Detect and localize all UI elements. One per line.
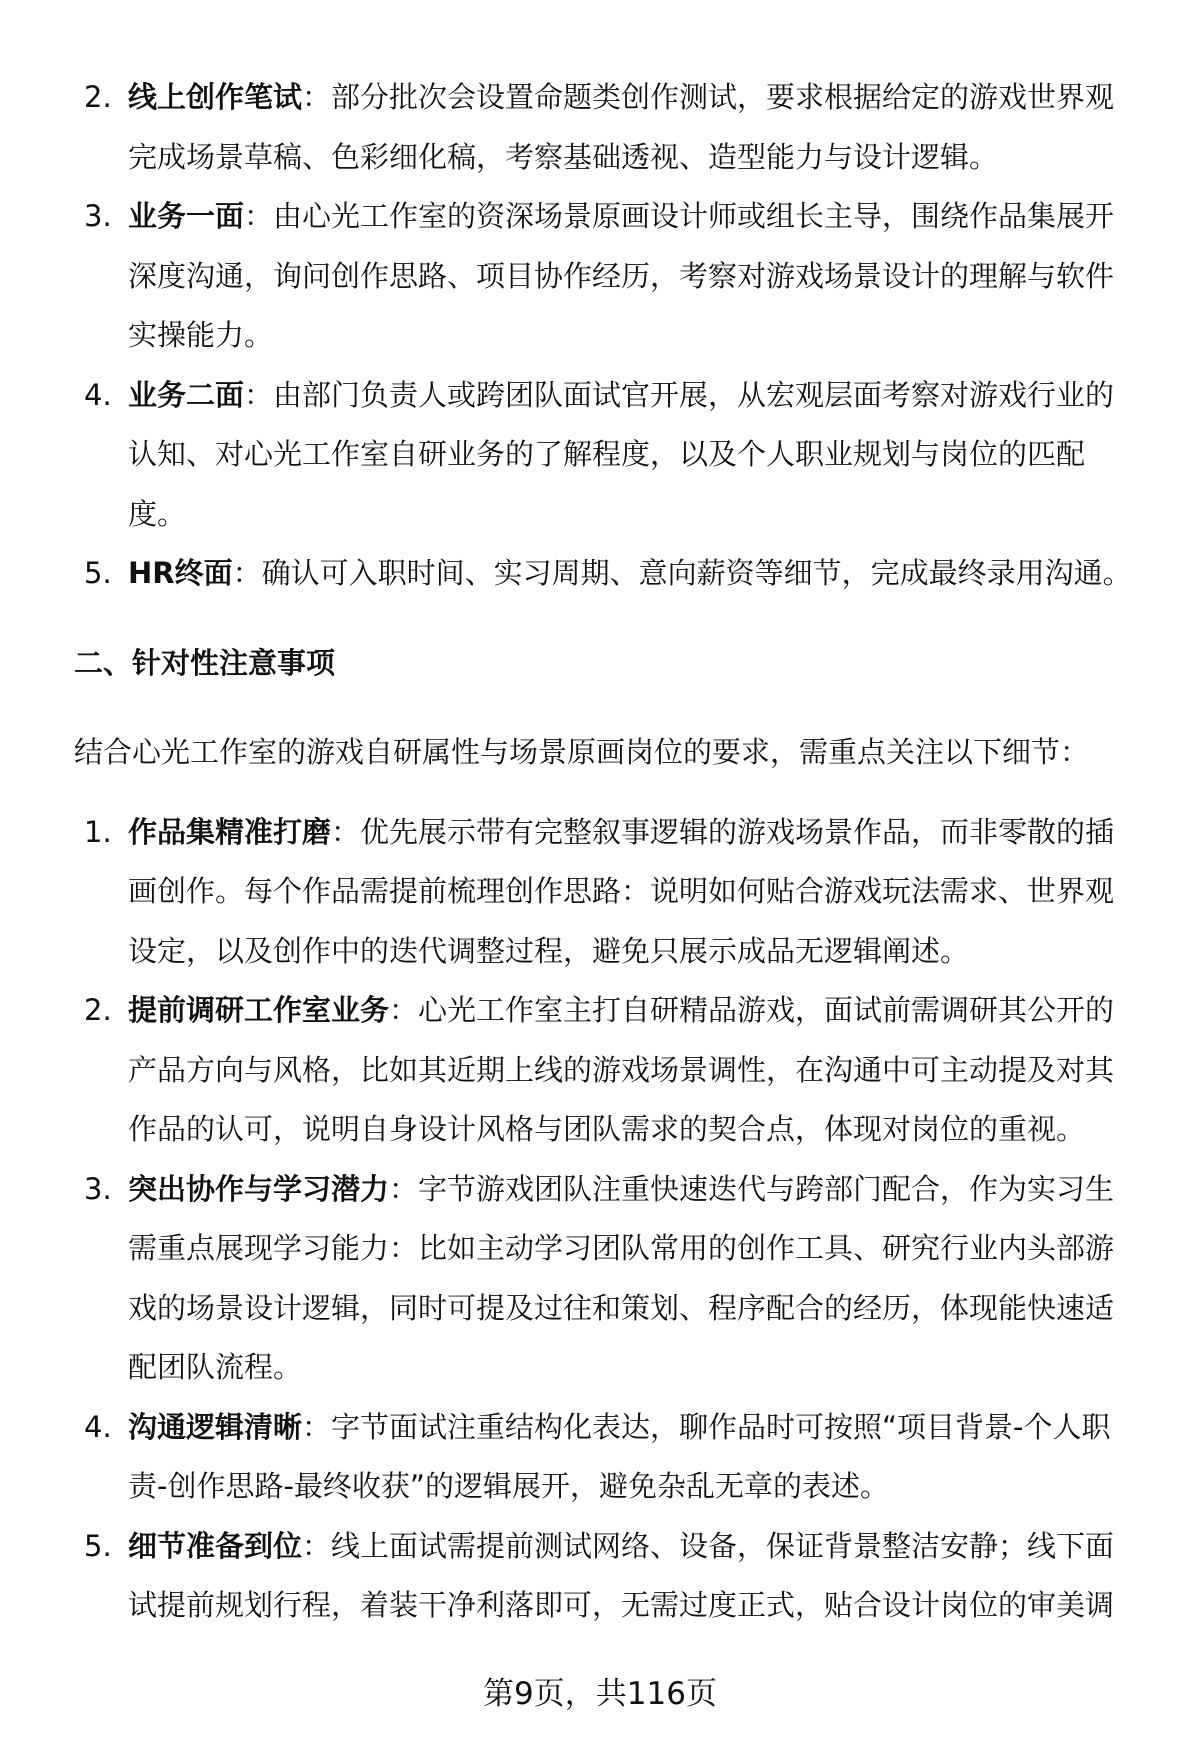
item-text: 需重点展现学习能力：比如主动学习团队常用的创作工具、研究行业内头部游 [128, 1231, 1115, 1265]
item-number: 4. [84, 377, 112, 412]
item-line: HR终面：确认可入职时间、实习周期、意向薪资等细节，完成最终录用沟通。 [128, 556, 1132, 590]
item-title: 沟通逻辑清晰 [128, 1409, 303, 1444]
page-number: 第9页，共116页 [483, 1676, 717, 1712]
item-line [0, 1041, 1200, 1101]
item-text: 作品的认可，说明自身设计风格与团队需求的契合点，体现对岗位的重视。 [128, 1112, 1086, 1146]
item-line [0, 485, 1200, 545]
item-line: 沟通逻辑清晰：字节面试注重结构化表达，聊作品时可按照“项目背景-个人职 [128, 1409, 1111, 1444]
list-item [0, 187, 1200, 366]
document-body [0, 68, 1200, 1636]
list-item [0, 1160, 1200, 1398]
item-title: 线上创作笔试 [128, 80, 303, 114]
list-item [0, 544, 1200, 604]
item-text: 设定，以及创作中的迭代调整过程，避免只展示成品无逻辑阐述。 [128, 933, 970, 968]
item-text: 度。 [128, 496, 187, 531]
item-text: 线上面试需提前测试网络、设备，保证背景整洁安静；线下面 [331, 1528, 1115, 1563]
list-item [0, 68, 1200, 187]
item-text: 责-创作思路-最终收获”的逻辑展开，避免杂乱无章的表述。 [128, 1469, 889, 1503]
item-line [0, 1457, 1200, 1517]
item-text: 完成场景草稿、色彩细化稿，考察基础透视、造型能力与设计逻辑。 [128, 139, 999, 174]
list-item [0, 366, 1200, 545]
item-text: 认知、对心光工作室自研业务的了解程度，以及个人职业规划与岗位的匹配 [128, 437, 1086, 471]
item-line [0, 1279, 1200, 1339]
intro-paragraph: 结合心光工作室的游戏自研属性与场景原画岗位的要求，需重点关注以下细节： [74, 735, 1090, 769]
item-line [0, 1576, 1200, 1636]
item-line: 细节准备到位：线上面试需提前测试网络、设备，保证背景整洁安静；线下面 [128, 1528, 1115, 1563]
item-text: 试提前规划行程，着装干净利落即可，无需过度正式，贴合设计岗位的审美调 [128, 1588, 1115, 1622]
item-text: 戏的场景设计逻辑，同时可提及过往和策划、程序配合的经历，体现能快速适 [128, 1290, 1115, 1325]
item-title: 提前调研工作室业务 [128, 993, 390, 1027]
item-number: 3. [84, 199, 112, 233]
item-line [0, 1338, 1200, 1398]
item-line [0, 247, 1200, 307]
item-text: 实操能力。 [128, 318, 274, 352]
item-number: 1. [84, 814, 112, 849]
item-line: 突出协作与学习潜力：字节游戏团队注重快速迭代与跨部门配合，作为实习生 [128, 1171, 1115, 1206]
item-text: 配团队流程。 [128, 1350, 303, 1384]
item-title: 业务一面 [128, 199, 245, 233]
item-line [0, 1219, 1200, 1279]
item-line [0, 306, 1200, 366]
item-line [0, 922, 1200, 982]
item-text: 产品方向与风格，比如其近期上线的游戏场景调性，在沟通中可主动提及对其 [128, 1052, 1115, 1087]
item-text: 心光工作室主打自研精品游戏，面试前需调研其公开的 [418, 993, 1115, 1027]
item-line: 业务二面：由部门负责人或跨团队面试官开展，从宏观层面考察对游戏行业的 [128, 377, 1115, 412]
item-title: HR终面 [128, 556, 233, 590]
notes-list [0, 803, 1200, 1636]
item-line: 提前调研工作室业务：心光工作室主打自研精品游戏，面试前需调研其公开的 [128, 993, 1115, 1027]
item-number: 2. [84, 993, 112, 1027]
item-line [0, 425, 1200, 485]
item-text: 部分批次会设置命题类创作测试，要求根据给定的游戏世界观 [331, 80, 1115, 114]
item-text: 字节游戏团队注重快速迭代与跨部门配合，作为实习生 [418, 1171, 1115, 1206]
list-item [0, 1398, 1200, 1517]
item-line [0, 1100, 1200, 1160]
item-number: 4. [84, 1409, 112, 1444]
item-number: 2. [84, 80, 112, 114]
item-text: 由心光工作室的资深场景原画设计师或组长主导，围绕作品集展开 [273, 199, 1115, 233]
item-text: 画创作。每个作品需提前梳理创作思路：说明如何贴合游戏玩法需求、世界观 [128, 874, 1115, 908]
item-number: 5. [84, 1528, 112, 1563]
item-line: 线上创作笔试：部分批次会设置命题类创作测试，要求根据给定的游戏世界观 [128, 80, 1115, 114]
item-title: 作品集精准打磨 [128, 814, 332, 849]
section-heading: 二、针对性注意事项 [74, 645, 336, 680]
item-number: 3. [84, 1171, 112, 1206]
item-title: 突出协作与学习潜力 [128, 1171, 390, 1206]
item-text: 确认可入职时间、实习周期、意向薪资等细节，完成最终录用沟通。 [261, 556, 1132, 590]
item-text: 由部门负责人或跨团队面试官开展，从宏观层面考察对游戏行业的 [273, 377, 1115, 412]
item-text: 字节面试注重结构化表达，聊作品时可按照“项目背景-个人职 [331, 1409, 1111, 1444]
item-line [0, 128, 1200, 188]
item-text: 优先展示带有完整叙事逻辑的游戏场景作品，而非零散的插 [360, 814, 1115, 849]
item-line: 业务一面：由心光工作室的资深场景原画设计师或组长主导，围绕作品集展开 [128, 199, 1115, 233]
item-line [0, 862, 1200, 922]
list-item [0, 1517, 1200, 1636]
item-title: 细节准备到位 [128, 1528, 303, 1563]
list-item [0, 803, 1200, 982]
item-text: 深度沟通，询问创作思路、项目协作经历，考察对游戏场景设计的理解与软件 [128, 258, 1115, 293]
list-item [0, 981, 1200, 1160]
item-number: 5. [84, 556, 112, 590]
item-line: 作品集精准打磨：优先展示带有完整叙事逻辑的游戏场景作品，而非零散的插 [128, 814, 1115, 849]
process-list [0, 68, 1200, 604]
item-title: 业务二面 [128, 377, 245, 412]
